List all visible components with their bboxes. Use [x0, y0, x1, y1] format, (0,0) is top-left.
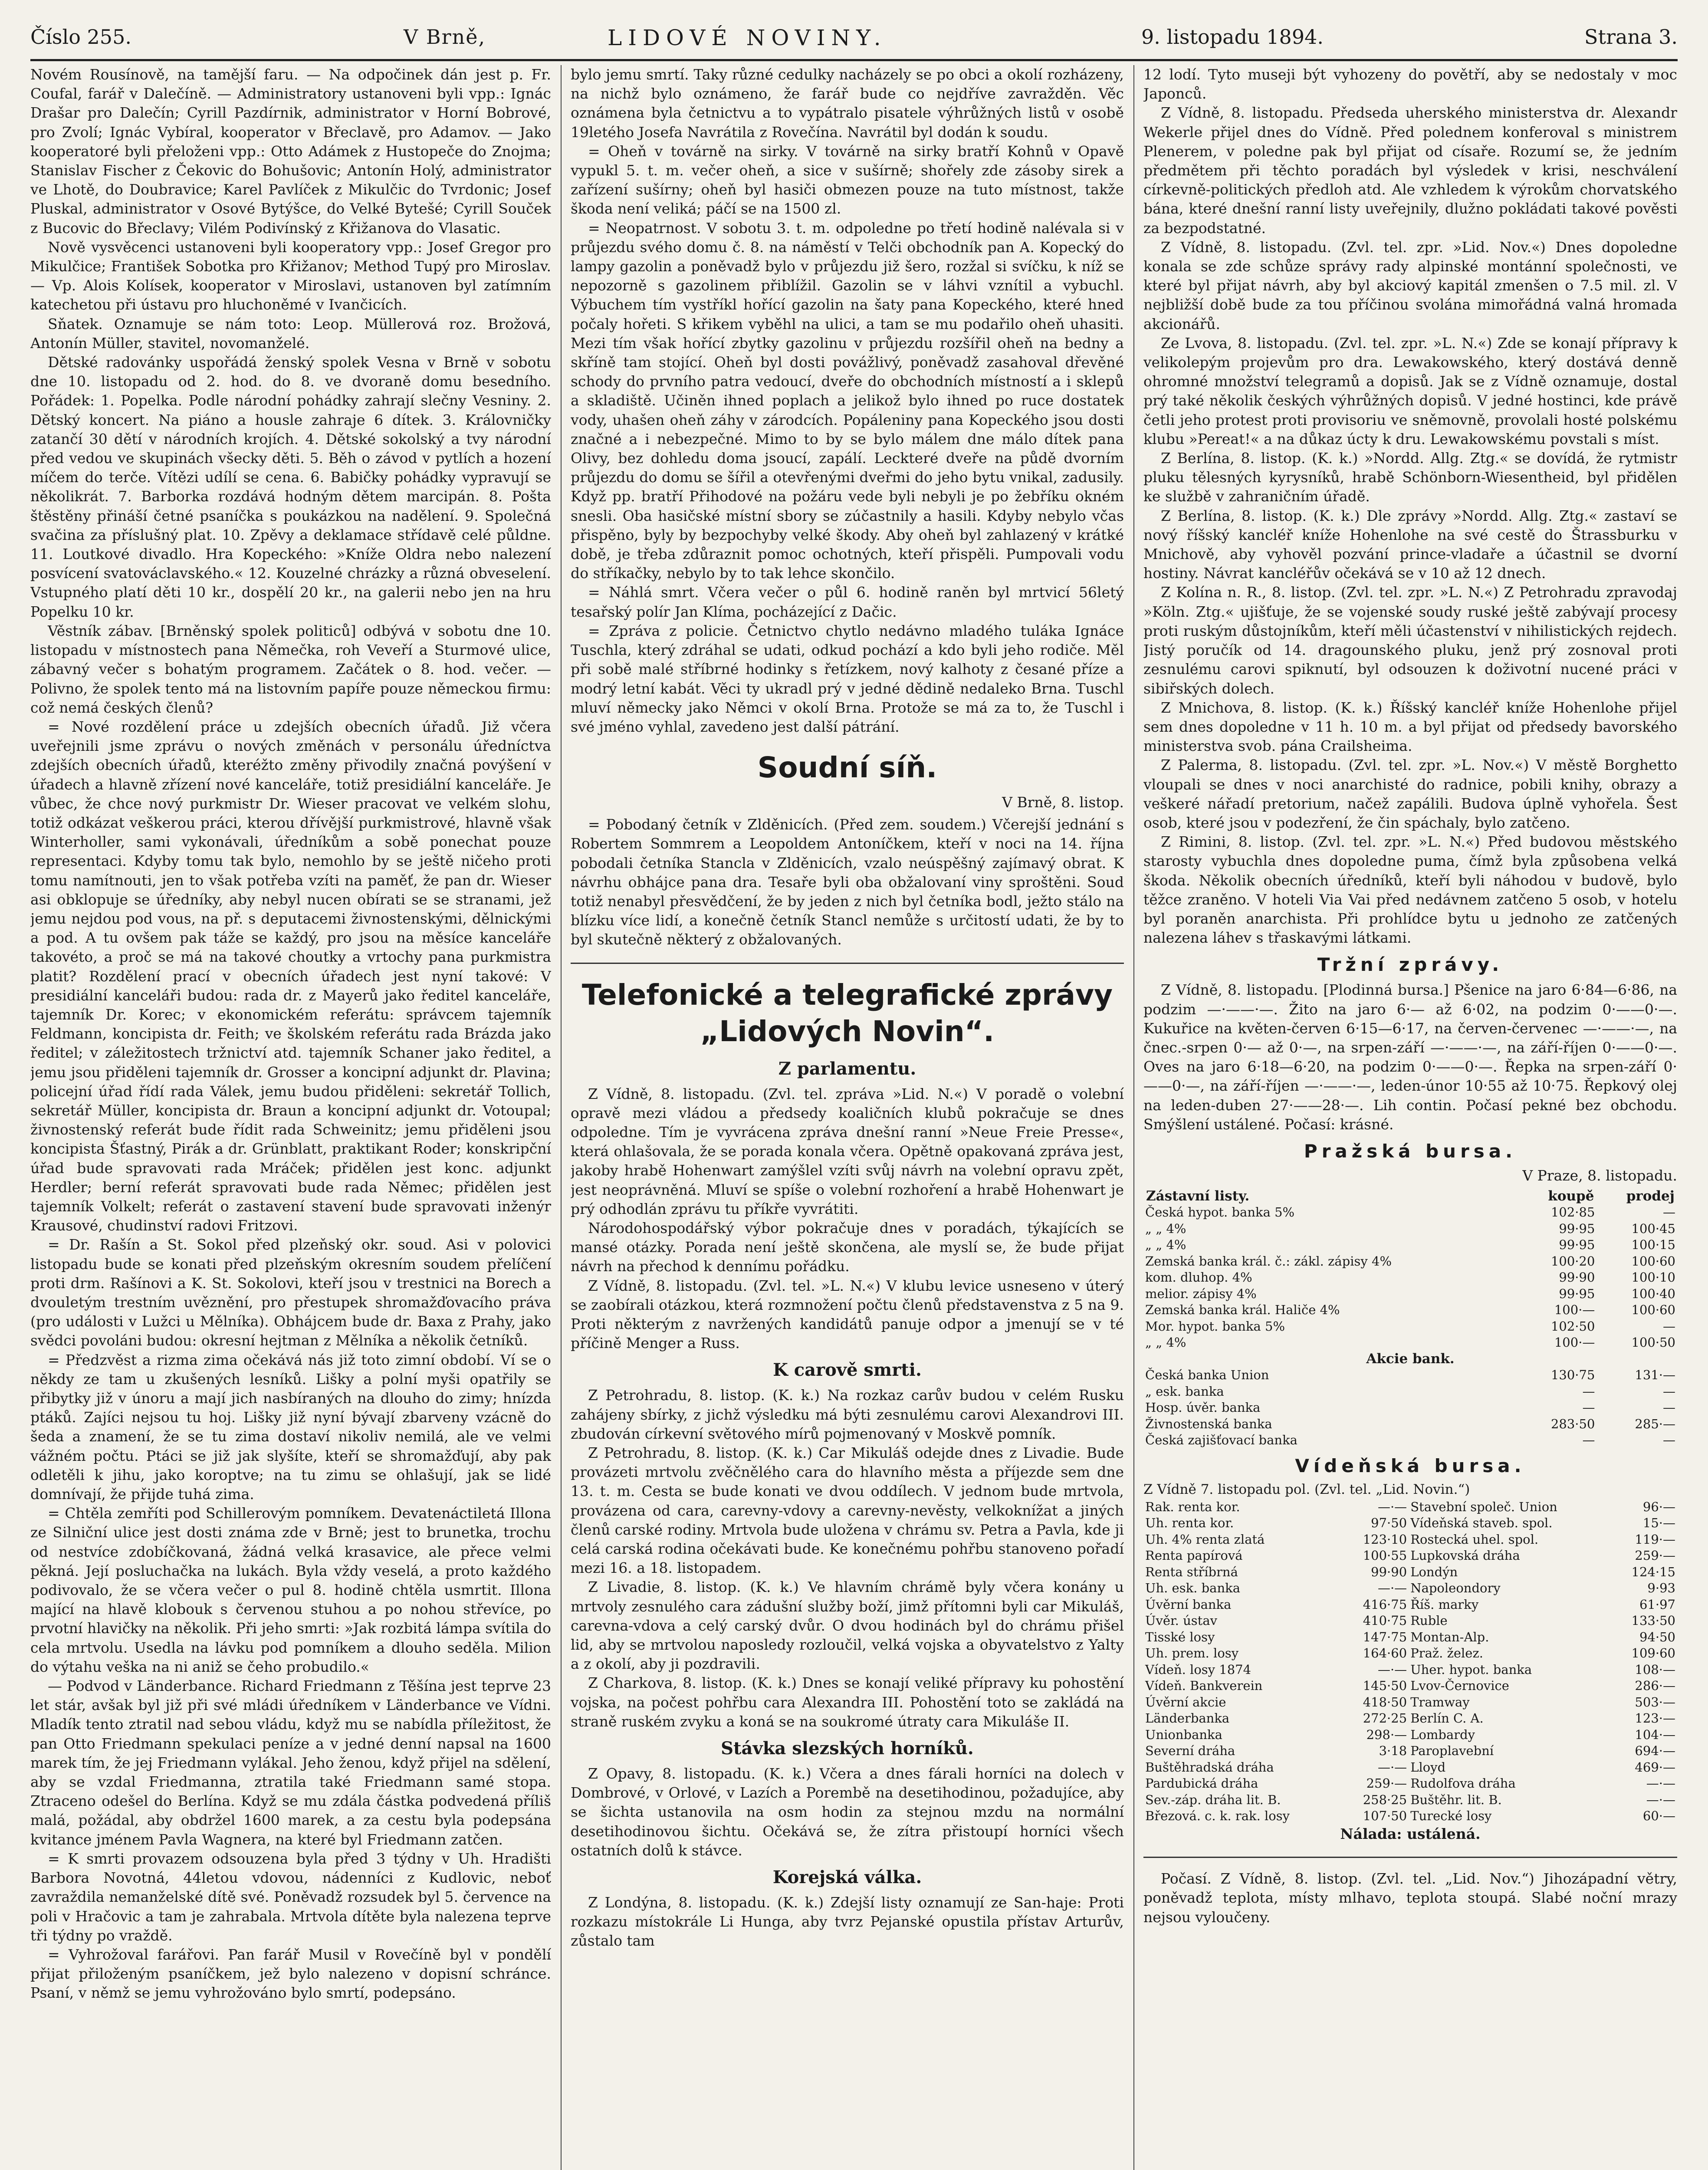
table-category-row [1143, 1351, 1677, 1368]
table-cell: Česká banka Union [1145, 1368, 1269, 1383]
table-row [1143, 1629, 1677, 1646]
article-paragraph: = Neopatrnost. V sobotu 3. t. m. odpoledne po třetí hodině nalévala si v průjezdu svého domu č. 8. na náměstí v Telči obchodník pan A. Kopecký do lampy gazolin a poněvadž bylo v průjezdu již šero, rozžal si svíčku, k níž se nepozorně s gazolinem přiblížil. Gazolin se v láhvi vznítil a vybuchl. Výbuchem tím vystříkl hořící gazolin na šaty pana Kopeckého, které hned počaly hořeti. S křikem vyběhl na ulici, a tam se mu podařilo oheň uhasiti. Mezi tím však hořící zbytky gazolinu v průjezdu rozšířil oheň na bedny a skříně tam stojící. Oheň byl dosti povážlivý, poněvadž zasahoval dřevěné schody do prvního patra vedoucí, dveře do obchodních místností a i sklepů a skladiště. Učiněn ihned poplach a jelikož bylo ihned po ruce dostatek vody, uhašen oheň záhy v zárodcích. Popáleniny pana Kopeckého jsou dosti značné a i nebezpečné. Mimo to by se bylo málem dne málo dítek pana Olivy, bez dohledu doma jsoucí, zapálí. Leckteré dveře na půdě dvorním průjezdu do domu se šířil a otevřenými dveřmi do jeho bytu vnikal, zadusily. Když pp. bratří Přihodové na požáru vede byli nebyli je po žebříku okném snesli. Oba hasičské místní sbory se zúčastnily a hasili. Kdyby nebylo včas přispěno, byly by bezpochyby velké škody. Aby oheň byl zahlazený v krátké době, je třeba zdůraznit pomoc ochotných, kteří přispěli. Pumpovali vodu do stříkačky, nebylo by to tak lehce skončilo. [571, 219, 1124, 582]
issue-date: 9. listopadu 1894. [1141, 25, 1324, 49]
table-cell: 100·15 [1631, 1237, 1675, 1253]
table-row [1143, 1548, 1677, 1564]
table-cell: Úvěrní banka [1145, 1597, 1232, 1612]
table-cell: 100·45 [1631, 1221, 1675, 1236]
table-cell: 100·40 [1631, 1286, 1675, 1301]
article-paragraph: = Chtěla zemříti pod Schillerovým pomníkem. Devatenáctiletá Illona ze Silniční ulice jest dosti známa zde v Brně; jest to brunetka, trochu od nestvíce zdobíčkovaná, žádná velká krasavice, ale přece velmi pěkná. Její posluchačka na lukách. Byla vždy veselá, a proto každého podivovalo, že se včera večer o pul 8. hodině chtěla usmrtit. Illona mající na hlavě klobouk s červenou stuhou a po nohou střevíce, po prvotní hlavičky na několik. Při jeho smrti: »Jak rozbitá lámpa svítila do cela mrtvolu. Usedla na lávku pod pomníkem a dlouho seděla. Milion do výtahu veška na ni aniž se čeho probudilo.« [30, 1505, 551, 1675]
table-cell: 100·50 [1631, 1335, 1675, 1350]
table-cell: Tramway [1410, 1694, 1470, 1710]
table-cell: 99·95 [1559, 1237, 1595, 1253]
table-cell: 60·— [1642, 1808, 1675, 1824]
article-paragraph: Z Petrohradu, 8. listop. (K. k.) Na rozkaz carův budou v celém Rusku zahájeny sbírky, z jichž výsledku má býti zesnulému carovi Alexandrovi III. zbudován církevní světového mírů pojmenovaný v Moskvě pomník. [571, 1387, 1124, 1442]
table-cell: — [1663, 1205, 1675, 1220]
table-row [1143, 1678, 1677, 1694]
table-row [1143, 1302, 1677, 1318]
table-cell: 3·18 [1379, 1743, 1407, 1759]
table-cell: Uh. 4% renta zlatá [1145, 1532, 1265, 1547]
subsection-title: Korejská válka. [772, 1867, 922, 1888]
table-cell: Renta stříbrná [1145, 1564, 1238, 1579]
table-cell: Říš. marky [1410, 1597, 1479, 1612]
table-cell: Severní dráha [1145, 1743, 1235, 1759]
table-row [1143, 1269, 1677, 1286]
section-title-videnska-bursa: Vídeňská bursa. [1295, 1455, 1526, 1476]
table-cell: —·— [1646, 1792, 1675, 1807]
table-row [1143, 1808, 1677, 1825]
dateline: V Brně, 8. listop. [1002, 794, 1124, 811]
table-cell: „ „ 4% [1145, 1237, 1186, 1253]
table-cell: 298·— [1366, 1727, 1407, 1742]
table-row [1143, 1221, 1677, 1237]
table-row [1143, 1532, 1677, 1548]
table-cell: Tisské losy [1145, 1629, 1215, 1644]
section-title-telegraph: Telefonické a telegrafické zprávy „Lidových Novin“. [581, 978, 1113, 1048]
article-paragraph: Věstník zábav. [Brněnský spolek politiců] odbývá v sobotu dne 10. listopadu v místnostech pana Němečka, roh Veveří a Sturmové ulice, zábavný večer s bohatým programem. Začátek o 8. hod. večer. — Polivno, že spolek tento má na listovním papíře pouze německou firmu: což nemá českých členů? [30, 622, 551, 716]
table-row [1143, 1499, 1677, 1516]
table-cell: — [1663, 1400, 1675, 1415]
table-row [1143, 1792, 1677, 1808]
table-cell: 416·75 [1363, 1597, 1407, 1612]
table-cell: Paroplavební [1410, 1743, 1494, 1759]
table-row [1143, 1662, 1677, 1678]
article-paragraph: Sňatek. Oznamuje se nám toto: Leop. Müllerová roz. Brožová, Antonín Müller, stavitel, novomanželé. [30, 315, 551, 352]
article-paragraph: Z Berlína, 8. listop. (K. k.) Dle zprávy »Nordd. Allg. Ztg.« zastaví se nový říšský kancléř kníže Hohenlohe na své cestě do Štrassburku v Mnichově, aby vyhověl pozvání prince-vladaře a účastnil se dvorní hostiny. Návrat kancléřův očekává se v 10 až 12 dnech. [1143, 507, 1677, 582]
table-cell: 123·— [1635, 1711, 1675, 1726]
table-cell: 99·90 [1371, 1564, 1407, 1579]
article-paragraph: Z Charkova, 8. listop. (K. k.) Dnes se konají veliké přípravy ku pohostění vojska, na počest pohřbu cara Alexandra III. Pohostění toto se zakládá na straně ruském zvyku a koná se na soukromé útraty cara Mikuláše II. [571, 1674, 1124, 1730]
table-cell: Česká hypot. banka 5% [1145, 1205, 1295, 1220]
table-cell: Lupkovská dráha [1410, 1548, 1520, 1563]
table-cell: 99·95 [1559, 1221, 1595, 1236]
table-cell: Březová. c. k. rak. losy [1145, 1808, 1290, 1824]
table-cell: — [1663, 1318, 1675, 1334]
table-cell: Vídeň. Bankverein [1145, 1678, 1263, 1693]
table-cell: „ „ 4% [1145, 1335, 1186, 1350]
article-paragraph: 12 lodí. Tyto museji být vyhozeny do povětří, aby se nedostaly v moc Japonců. [1143, 66, 1677, 102]
table-cell: Londýn [1410, 1564, 1458, 1579]
table-cell: 164·60 [1363, 1646, 1407, 1661]
table-cell: 283·50 [1550, 1416, 1595, 1431]
prague-bourse-table [1143, 1188, 1677, 1449]
table-cell: 469·— [1635, 1759, 1675, 1775]
article-paragraph: Nově vysvěcenci ustanoveni byli kooperatory vpp.: Josef Gregor pro Mikulčice; František Sobotka pro Křižanov; Method Tupý pro Miroslav. — Vp. Alois Kolísek, kooperator v Miroslavi, ustanoven byl zatímním katechetou při ústavu pro hluchoněmé v Ivančicích. [30, 238, 551, 313]
table-row [1143, 1384, 1677, 1400]
section-title-soudni-sin: Soudní síň. [757, 751, 937, 785]
table-cell: — [1582, 1400, 1595, 1415]
table-row [1143, 1759, 1677, 1776]
table-row [1143, 1335, 1677, 1351]
article-paragraph: Ze Lvova, 8. listopadu. (Zvl. tel. zpr. »L. N.«) Zde se konají přípravy k velikolepým projevům pro dra. Lewakowského, který dostává denně ohromné množství telegramů a dopisů. Jak se z Vídně oznamuje, dostal prý také několik českých výhrůžných dopisů. V jedné hostinci, kde právě četli jeho protest proti provisoriu ve sněmovně, provolali hosté polskému klubu »Pereat!« a na důkaz úcty k dru. Lewakowskému povstali s míst. [1143, 334, 1677, 447]
table-cell: Česká zajišťovací banka [1145, 1433, 1297, 1448]
table-cell: 100·— [1554, 1335, 1595, 1350]
table-cell: 61·97 [1639, 1597, 1675, 1612]
article-paragraph: = Zpráva z policie. Četnictvo chytlo nedávno mladého tuláka Ignáce Tuschla, který zdráhal se udati, odkud pochází a kdo byli jeho rodiče. Měl při sobě malé stříbrné hodinky s řetízkem, nový kalhoty z česané příze a modrý letní kabát. Věci ty ukradl prý v jedné dědině nedaleko Brna. Tuschl mluví německy jako Němci v okolí Brna. Protože se má za to, že Tuschl i své jméno vyhlal, zavedeno jest další pátrání. [571, 622, 1124, 735]
columns [30, 65, 1678, 2170]
article-paragraph: = Pobodaný četník v Zlděnicích. (Před zem. soudem.) Včerejší jednání s Robertem Sommrem a Leopoldem Antoníčkem, kteří v noci na 14. října pobodali četníka Stancla v Zlděnicích, vzalo neúspěšný zajímavý obrat. K návrhu obhájce pana dra. Tesaře byli oba obžalovaní viny sproštěni. Soud totiž nenabyl přesvědčení, že by jeden z nich byl četníka bodl, ježto stálo na blízku více lidí, a konečně četník Stancl nemůže s určitostí udati, že by to byl skutečně některý z obžalovaných. [571, 816, 1124, 948]
table-cell: 100·60 [1631, 1253, 1675, 1269]
column-1 [30, 65, 551, 2170]
article-paragraph: = Oheň v továrně na sirky. V továrně na sirky bratří Kohnů v Opavě vypukl 5. t. m. večer oheň, a sice v sušírně; shořely zde zásoby sirek a zařízení sušírny; oheň byl hasiči obmezen pouze na tuto místnost, takže škoda není veliká; páčí se na 1500 zl. [571, 142, 1124, 217]
table-cell: 259·— [1366, 1776, 1407, 1791]
table-cell: 100·10 [1631, 1270, 1675, 1285]
article-paragraph: = Dr. Rašín a St. Sokol před plzeňský okr. soud. Asi v polovici listopadu bude se konati před plzeňským okresním soudem přelíčení proti drm. Rašínovi a K. St. Sokolovi, kteří jsou v trestnici na Borech a dvouletým trestním uvěznění, pro přestupek shromažďovacího práva (pro události v Lužci u Mělníka). Obhájcem bude dr. Baxa z Prahy, jako svědci povoláni budou: okresní hejtman z Mělníka a několik četníků. [30, 1236, 551, 1349]
table-cell: 96·— [1642, 1499, 1675, 1514]
category-label: Akcie bank. [1366, 1351, 1455, 1367]
table-cell: melior. zápisy 4% [1145, 1286, 1257, 1301]
article-paragraph: Z Petrohradu, 8. listop. (K. k.) Car Mikuláš odejde dnes z Livadie. Bude provázeti mrtvolu zvěčnělého cara do hlavního města a příjezde sem dne 13. t. m. Cesta se bude konati ve dvou oddílech. V jednom bude mrtvola, provázena od cara, carevny-vdovy a carevny-nevěsty, velkoknížat a jiných členů carské rodiny. Mrtvola bude uložena v chrámu sv. Petra a Pavla, kde ji celá carská rodina očekávati bude. Ke konečnému pohřbu stanoveno pořadí mezi 16. a 18. listopadem. [571, 1444, 1124, 1577]
table-header-row [1143, 1188, 1677, 1205]
table-row [1143, 1416, 1677, 1433]
table-cell: — [1663, 1433, 1675, 1448]
article-paragraph: Národohospodářský výbor pokračuje dnes v poradách, týkajících se mansé otázky. Porada není ještě skončena, ale myslí se, že bude přijat návrh na přechod k dennímu pořádku. [571, 1219, 1124, 1275]
vienna-bourse-table [1143, 1499, 1677, 1825]
table-cell: Praž. želez. [1410, 1646, 1483, 1661]
issue-number: Číslo 255. [30, 25, 131, 49]
article-paragraph: Z Londýna, 8. listopadu. (K. k.) Zdejší listy oznamují ze San-haje: Proti rozkazu místokrále Li Hunga, aby tvrz Pejanské opustila přístav Arturův, zůstalo tam [571, 1894, 1124, 1950]
page-number: Strana 3. [1584, 25, 1678, 49]
dateline: V Praze, 8. listopadu. [1522, 1167, 1677, 1184]
table-cell: 272·25 [1363, 1711, 1407, 1726]
table-cell: Vídeň. losy 1874 [1145, 1662, 1251, 1677]
article-paragraph: Novém Rousínově, na tamější faru. — Na odpočinek dán jest p. Fr. Coufal, farář v Dalečíně. — Administratory ustanoveni byli vpp.: Ignác Drašar pro Dalečín; Cyrill Pazdírnik, administrator v Horní Bobrové, pro Zvolí; Ignác Vybíral, kooperator v Břeclavě, pro Adamov. — Jako kooperatoré byli přeloženi vpp.: Otto Adámek z Hustopeče do Znojma; Stanislav Fischer z Čekovic do Bohušovic; Antonín Holý, administrator ve Lhotě, do Doubravice; Karel Pavlíček z Mikulčic do Tvrdonic; Josef Pluskal, administrator v Osové Bytýšce, do Velké Bytešé; Cyrill Souček z Bucovic do Břeclavy; Vilém Podivínský z Křižanova do Vlasatic. [30, 66, 551, 237]
table-cell: 123·10 [1363, 1532, 1407, 1547]
article-paragraph: Z Mnichova, 8. listop. (K. k.) Říšský kancléř kníže Hohenlohe přijel sem dnes dopoledne v 11 h. 10 m. a byl přijat od předsedy bavorského ministerstva svob. pána Crailsheima. [1143, 699, 1677, 755]
table-cell: 100·55 [1363, 1548, 1407, 1563]
article-paragraph: Z Kolína n. R., 8. listop. (Zvl. tel. zpr. »L. N.«) Z Petrohradu zpravodaj »Köln. Ztg.« ujišťuje, že se vojenské soudy ruské ještě zabývají procesy proti ruským důstojníkům, kteří měli účastenství v nihilistických rejdech. Jistý poručík od 14. dragounského pluku, jenž prý zosnoval proti zesnulému carovi spiknutí, byl odsouzen k doživotní nucené práci v sibiřských dolech. [1143, 584, 1677, 697]
table-row [1143, 1318, 1677, 1335]
table-cell: 104·— [1635, 1727, 1675, 1742]
table-cell: 124·15 [1631, 1564, 1675, 1579]
article-paragraph: = Nové rozdělení práce u zdejších obecních úřadů. Již včera uveřejnili jsme zprávu o nových změnách v personálu úředníctva zdejších obecních úřadů, kteréžto změny přivodily značná povýšení v úřadech a hlavně zřízení nové kanceláře, totiž presidiální kanceláře. Je vůbec, že chce nový purkmistr Dr. Wieser pracovat ve velkém slohu, totiž odkázat veškerou práci, kterou dřívější purkmistrové, hlavně však Winterholler, sami vykonávali, úředníkům a sobě ponechat pouze representaci. Kdyby tomu tak bylo, nemohlo by se ještě ničeho proti tomu namítnouti, jen to však potřeba vzíti na paměť, že pan dr. Wieser asi obklopuje se úředníky, aby nebyl nucen obírati se se stranami, jež jemu nejdou pod vous, na př. s deputacemi živnostenskými, dělnickými a pod. A tu ovšem pak táže se každý, pro jsou na měsíce kanceláře takovéto, a proč se má na takové choutky a vrtochy pana purkmistra platit? Rozdělení prací v obecních úřadech jest nyní takové: V presidiální kanceláři budou: rada dr. z Mayerů jako ředitel kanceláře, tajemník Dr. Korec; v ekonomickém referátu: správcem tajemník Feldmann, koncipista dr. Feith; ve školském referátu rada Brázda jako ředitel; v záležitostech tržnictví atd. tajemník Schaner jako ředitel, a jemu jsou přiděleni tajemník dr. Grosser a koncipní adjunkt dr. Plavina; policejní úřad řídí rada Válek, jemu budou přiděleni: sekretář Tollich, sekretář Müller, koncipista dr. Braun a koncipní adjunkt dr. Votoupal; živnostenský referát bude řídit rada Schweinitz; jemu přiděleni jsou koncipista Šťastný, Pirák a dr. Grünblatt, praktikant Roder; konskripční úřad bude spravovati rada Mráček; přidělen jest konc. adjunkt Herdler; berní referát spravovati bude rada Němec; přidělen jest tajemník Volkelt; referát o zastavení stavení bude spravovati inženýr Krausové, chudinství radovi Fritzovi. [30, 718, 551, 1234]
table-cell: Uher. hypot. banka [1410, 1662, 1532, 1677]
table-cell: — [1582, 1384, 1595, 1399]
table-cell: „ esk. banka [1145, 1384, 1224, 1399]
article-paragraph: = K smrti provazem odsouzena byla před 3 týdny v Uh. Hradišti Barbora Novotná, 44letou vdovou, nádenníci z Kudlovic, neboť zavraždila nemanželské dítě své. Poněvadž rozsudek byl 5. července na poli v Hračovic a tam je zahrabala. Mrtvola dítěte byla nalezena teprve tři týdny po vraždě. [30, 1850, 551, 1944]
table-cell: Uh. renta kor. [1145, 1516, 1234, 1531]
table-cell: Stavební společ. Union [1410, 1499, 1557, 1514]
article-paragraph: Z Vídně, 8. listopadu. Předseda uherského ministerstva dr. Alexandr Wekerle přijel dnes do Vídně. Před polednem konferoval s ministrem Plenerem, v poledne pak byl přijat od císaře. Rozumí se, že jedním předmětem při těchto poradách byl výsledek v krisi, neschválení církevně-politických předloh atd. Ale vzhledem k výrokům chorvatského bána, které dnešní ranní listy uveřejnily, dlužno pokládati takové pověsti za bezpodstatné. [1143, 104, 1677, 237]
table-cell: 99·90 [1559, 1270, 1595, 1285]
column-header: Zástavní listy. [1146, 1188, 1250, 1204]
table-cell: Sev.-záp. dráha lit. B. [1145, 1792, 1281, 1807]
table-cell: 131·— [1635, 1368, 1675, 1383]
table-cell: Uh. esk. banka [1145, 1581, 1241, 1596]
table-cell: Rostecká uhel. spol. [1410, 1532, 1539, 1547]
table-cell: —·— [1377, 1662, 1407, 1677]
table-cell: Lvov-Černovice [1410, 1678, 1509, 1693]
article-paragraph: Z Vídně, 8. listopadu. (Zvl. tel. »L. N.«) V klubu levice usneseno v úterý se zaobírali otázkou, která rozmnožení počtu členů představenstva z 5 na 9. Proti některým z navržených kandidátů panuje odpor a jmenují se v té příčině Menger a Russ. [571, 1277, 1124, 1352]
article-paragraph: Z Vídně, 8. listopadu. (Zvl. tel. zpráva »Lid. N.«) V poradě o volební opravě mezi vládou a předsedy koaličních klubů pokračuje se dnes odpoledne. Tím je vyvrácena zpráva dnešní ranní »Neue Freie Presse«, která ohlašovala, že se porada konala včera. Opětně opakovaná zpráva jest, jakoby hrabě Hohenwart zamýšlel vzíti svůj návrh na volební opravu zpět, jest neoprávněná. Mluví se spíše o volební rozhoření a hrabě Hohenwart je prý odhodlán zprávu tu příkře vyvrátiti. [571, 1085, 1124, 1217]
table-cell: —·— [1377, 1581, 1407, 1596]
table-row [1143, 1710, 1677, 1727]
table-cell: 418·50 [1363, 1694, 1407, 1710]
dateline: Z Vídně 7. listopadu pol. (Zvl. tel. „Lid. Novin.“) [1143, 1481, 1470, 1497]
section-divider [1143, 1857, 1677, 1858]
table-cell: Úvěr. ústav [1145, 1613, 1217, 1628]
table-cell: Mor. hypot. banka 5% [1145, 1318, 1285, 1334]
table-cell: 102·50 [1550, 1318, 1595, 1334]
table-cell: 130·75 [1550, 1368, 1595, 1383]
table-cell: „ „ 4% [1145, 1221, 1186, 1236]
table-row [1143, 1253, 1677, 1270]
table-cell: —·— [1646, 1776, 1675, 1791]
article-paragraph: — Podvod v Länderbance. Richard Friedmann z Těšína jest teprve 23 let stár, avšak byl již při své mládi úředníkem v Länderbance ve Vídni. Mladík tento ztratil nad sebou vládu, když mu se nabídla příležitost, že pan Otto Friedmann spekulaci peníze a v jedné denní napsal na 1600 marek tím, že jej Friedmann vylákal. Jeho ženou, když přijel na sdělení, aby se vzdal Friedmanna, ztratila také Friedmann samé stopa. Ztraceno odešel do Berlína. Když se mu zdála částka podvedená příliš malá, požádal, aby obdržel 1600 marek, a za cestu byla podepsána kvitance jménem Pavla Wagnera, na které byl Friedmann zatčen. [30, 1677, 551, 1848]
table-row [1143, 1515, 1677, 1532]
table-cell: 108·— [1635, 1662, 1675, 1677]
table-cell: Vídeňská staveb. spol. [1410, 1516, 1553, 1531]
table-cell: Uh. prem. losy [1145, 1646, 1239, 1661]
table-cell: 145·50 [1363, 1678, 1407, 1693]
table-row [1143, 1367, 1677, 1384]
table-row [1143, 1743, 1677, 1759]
table-cell: Napoleondory [1410, 1581, 1501, 1596]
article-paragraph: Z Rimini, 8. listop. (Zvl. tel. zpr. »L. N.«) Před budovou městského starosty vybuchla dnes dopoledne puma, čímž byla způsobena velká škoda. Několik obecních úředníků, kteří byli náhodou v budově, bylo těžce zraněno. V hoteli Via Vai před nedávnem zatčeno 5 osob, v hotelu byl poraněn anarchista. Při prohlídce bytu u jednoho ze zatčených nalezena láhev s třaskavými látkami. [1143, 833, 1677, 947]
table-cell: Ruble [1410, 1613, 1448, 1628]
table-cell: Živnostenská banka [1145, 1416, 1272, 1431]
table-cell: Berlín C. A. [1410, 1711, 1484, 1726]
table-cell: Hosp. úvěr. banka [1145, 1400, 1261, 1415]
table-row [1143, 1400, 1677, 1416]
table-cell: Pardubická dráha [1145, 1776, 1258, 1791]
table-cell: 285·— [1635, 1416, 1675, 1431]
table-cell: Montan-Alp. [1410, 1629, 1489, 1644]
column-2 [571, 65, 1124, 2170]
table-cell: 259·— [1635, 1548, 1675, 1563]
column-rule [1133, 65, 1134, 2170]
section-title-trzni: Tržní zprávy. [1317, 954, 1504, 976]
table-cell: 503·— [1635, 1694, 1675, 1710]
table-row [1143, 1564, 1677, 1581]
table-cell: Lloyd [1410, 1759, 1446, 1775]
table-cell: 147·75 [1363, 1629, 1407, 1644]
article-paragraph: Z Berlína, 8. listop. (K. k.) »Nordd. Allg. Ztg.« se dovídá, že rytmistr pluku tělesných kyrysníků, hrabě Schönborn-Wiesentheid, byl přidělen ke službě v zahraničním úřadě. [1143, 450, 1677, 505]
table-cell: — [1663, 1384, 1675, 1399]
table-cell: 94·50 [1639, 1629, 1675, 1644]
table-cell: 133·50 [1631, 1613, 1675, 1628]
mood-label: Nálada: ustálená. [1340, 1825, 1481, 1842]
article-paragraph: = Předzvěst a rizma zima očekává nás již toto zimní období. Ví se o někdy ze tam u zkušených lesníků. Lišky a polní myši opatřily se přibytky již v únoru a mají jich nasbíraných na dlouho do zimy; hnízda ptáků. Zajíci nejsou tu hoj. Lišky již nyní bývají zbarveny vzácně do šeda a znamení, že se tu zima dostaví nikoliv nemilá, ale ve velmi vážném počtu. Ptáci se již jak slyšíte, kteří se shromažďují, aby pak odletěli k jihu, jako koroptve; na tu zimu se ohlašují, jak se lidé domnívají, že přijde tuhá zima. [30, 1351, 551, 1503]
subsection-title: Z parlamentu. [778, 1058, 916, 1079]
article-paragraph: Dětské radovánky uspořádá ženský spolek Vesna v Brně v sobotu dne 10. listopadu od 2. hod. do 8. ve dvoraně domu besedního. Pořádek: 1. Popelka. Podle národní pohádky zahrají slečny Vesniny. 2. Dětský koncert. Na piáno a housle zahraje 6 dítek. 3. Královničky zatančí 30 dětí v národních krojích. 4. Dětské sokolský a tvy národní před vedou ve skupinách všecky děti. 5. Běh o závod v pytlích a hození míčem do terče. Vítězi udílí se cena. 6. Babičky pohádky vypravují se několikrát. 7. Barborka rozdává hodným dětem marcipán. 8. Pošta štěstěny přináší četné psaníčka s poukázkou na nadělení. 9. Společná svačina za příslušný plat. 10. Zpěvy a deklamace střídavě celé půldne. 11. Loutkové divadlo. Hra Kopeckého: »Kníže Oldra nebo nalezení posvícení svatováclavského.« 12. Kouzelné chrázky a různá obveselení. Vstupného platí děti 10 kr., dospělí 20 kr., na galerii nebo jen na hru Popelku 10 kr. [30, 354, 551, 620]
article-paragraph: Z Vídně, 8. listopadu. (Zvl. tel. zpr. »Lid. Nov.«) Dnes dopoledne konala se zde schůze správy rady alpinské montánní společnosti, ve které byl přijat návrh, aby byl akciový kapitál zmenšen o 7.5 mil. zl. V nejbližší době bude za tou příčinou svolána mimořádná valná hromada akcionářů. [1143, 238, 1677, 332]
newspaper-title: LIDOVÉ NOVINY. [608, 25, 887, 50]
table-cell: —·— [1377, 1759, 1407, 1775]
table-cell: 99·95 [1559, 1286, 1595, 1301]
table-cell: Buštěhr. lit. B. [1410, 1792, 1502, 1807]
article-paragraph: Z Opavy, 8. listopadu. (K. k.) Včera a dnes fárali horníci na dolech v Dombrové, v Orlové, v Lazích a Porembě na desetihodinou, požadujíce, aby se šichta ustanovila na osm hodin za stejnou mzdu na normální desetihodinovou šichtu. Očekává se, že zítra přistoupí horníci všech ostatních dolů k stávce. [571, 1765, 1124, 1859]
table-cell: 15·— [1642, 1516, 1675, 1531]
article-paragraph: = Vyhrožoval farářovi. Pan farář Musil v Rovečíně byl v pondělí přijat přiloženým psaníčkem, jež bylo nalezeno v dopisní schránce. Psaní, v němž se jemu vyhrožováno bylo smrtí, podepsáno. [30, 1946, 551, 2002]
table-cell: 9·93 [1647, 1581, 1675, 1596]
table-cell: Renta papírová [1145, 1548, 1243, 1563]
article-paragraph: Z Vídně, 8. listopadu. [Plodinná bursa.] Pšenice na jaro 6·84—6·86, na podzim —·——·—. Žito na jaro 6·— až 6·02, na podzim 0·——0·—. Kukuřice na květen-červen 6·15—6·17, na červen-červenec —·——·—, na čnec.-srpen 0·— až 0·—, na srpen-září —·——·—, na září-říjen 0·——0·—. Oves na jaro 6·18—6·20, na podzim 0·——0·—. Řepka na srpen-září 0·——0·—, na září-říjen —·——·—, leden-únor 10·55 až 10·75. Řepkový olej na leden-duben 27·——28·—. Lih contin. Počasí pekné bez obchodu. Smýšlení ustálené. Počasí: krásné. [1143, 981, 1677, 1133]
article-paragraph: = Náhlá smrt. Včera večer o půl 6. hodině raněn byl mrtvicí 56letý tesařský polír Jan Klíma, pocházející z Dačic. [571, 584, 1124, 620]
table-cell: Länderbanka [1145, 1711, 1230, 1726]
table-row [1143, 1597, 1677, 1613]
table-cell: Rudolfova dráha [1410, 1776, 1516, 1791]
table-cell: Rak. renta kor. [1145, 1499, 1240, 1514]
column-header: koupě [1548, 1188, 1594, 1204]
table-cell: 258·25 [1363, 1792, 1407, 1807]
table-cell: Zemská banka král. Haliče 4% [1145, 1302, 1340, 1318]
column-3 [1143, 65, 1677, 2170]
table-cell: 102·85 [1550, 1205, 1595, 1220]
table-cell: 100·20 [1550, 1253, 1595, 1269]
section-divider [571, 963, 1124, 964]
table-row [1143, 1237, 1677, 1253]
table-cell: 97·50 [1371, 1516, 1407, 1531]
table-cell: Lombardy [1410, 1727, 1475, 1742]
table-cell: 410·75 [1363, 1613, 1407, 1628]
table-cell: Turecké losy [1410, 1808, 1492, 1824]
article-paragraph: Z Livadie, 8. listop. (K. k.) Ve hlavním chrámě byly včera konány u mrtvoly zesnulého cara zádušní služby boží, jimž přítomni byli car Mikuláš, carevna-vdova a celý carský dvůr. O dvou hodinách byl do chrámu přišel lid, aby se mrtvolou naposledy rozloučil, velká vojska a obyvatelstvo z Yalty a z okolí, aby ji pozdravili. [571, 1578, 1124, 1673]
article-paragraph: Z Palerma, 8. listopadu. (Zvl. tel. zpr. »L. Nov.«) V městě Borghetto vloupali se dnes v noci anarchisté do radnice, pobili knihy, obrazy a veškeré nářadí pretorium, načež zapálili. Budova úplně vyhořela. Šest osob, které jsou v podezření, že čin spáchaly, bylo zatčeno. [1143, 756, 1677, 831]
section-title-prazska-bursa: Pražská bursa. [1304, 1140, 1517, 1162]
table-cell: 286·— [1635, 1678, 1675, 1693]
masthead [30, 17, 1678, 61]
table-cell: Zemská banka král. č.: zákl. zápisy 4% [1145, 1253, 1392, 1269]
table-cell: 100·60 [1631, 1302, 1675, 1318]
table-cell: 107·50 [1363, 1808, 1407, 1824]
table-cell: 694·— [1635, 1743, 1675, 1759]
column-rule [561, 65, 562, 2170]
table-row [1143, 1645, 1677, 1662]
table-cell: kom. dluhop. 4% [1145, 1270, 1252, 1285]
table-row [1143, 1613, 1677, 1629]
table-cell: Buštěhradská dráha [1145, 1759, 1274, 1775]
table-cell: Unionbanka [1145, 1727, 1222, 1742]
subsection-title: K carově smrti. [773, 1360, 922, 1381]
masthead-city: V Brně, [404, 25, 486, 49]
table-row [1143, 1727, 1677, 1743]
article-paragraph: bylo jemu smrtí. Taky různé cedulky nacházely se po obci a okolí rozházeny, na nichž bylo oznámeno, že farář bude co nejdříve zavražděn. Věc oznámena byla četnictvu a to vypátralo pisatele výhrůžných listů v osobě 19letého Josefa Navrátila z Rovečína. Navrátil byl dodán k soudu. [571, 66, 1124, 141]
column-header: prodej [1626, 1188, 1675, 1204]
table-row [1143, 1204, 1677, 1221]
table-cell: 100·— [1554, 1302, 1595, 1318]
table-row [1143, 1432, 1677, 1449]
weather-paragraph: Počasí. Z Vídně, 8. listop. (Zvl. tel. „Lid. Nov.“) Jihozápadní větry, poněvadž teplota, místy mlhavo, teplota stoupá. Slabé noční mrazy nejsou vyloučeny. [1143, 1870, 1677, 1926]
table-row [1143, 1775, 1677, 1792]
table-cell: — [1582, 1433, 1595, 1448]
subsection-title: Stávka slezských horníků. [721, 1738, 974, 1759]
table-row [1143, 1286, 1677, 1302]
table-cell: —·— [1377, 1499, 1407, 1514]
table-row [1143, 1694, 1677, 1711]
table-cell: 109·60 [1631, 1646, 1675, 1661]
table-cell: 119·— [1635, 1532, 1675, 1547]
table-row [1143, 1580, 1677, 1597]
table-cell: Úvěrní akcie [1145, 1694, 1226, 1710]
